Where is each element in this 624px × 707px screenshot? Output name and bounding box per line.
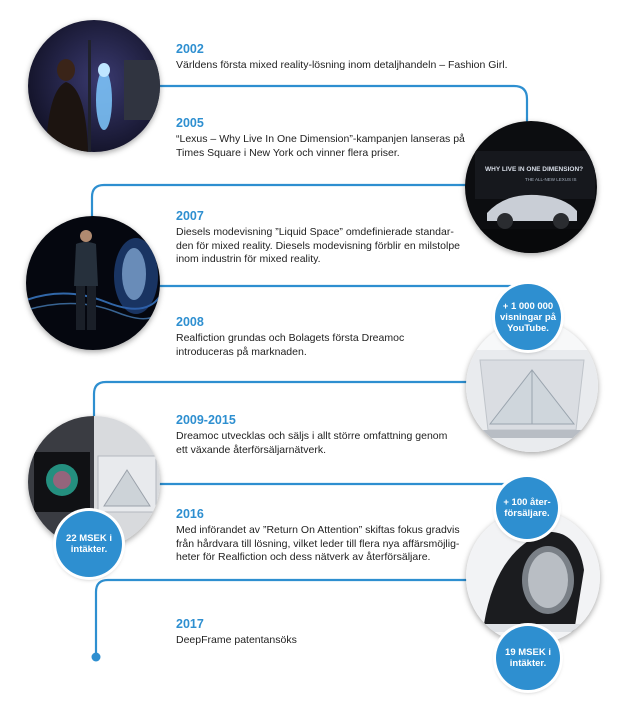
badge-text	[493, 497, 560, 519]
connector-2007-2008	[150, 286, 522, 298]
badge-line: intäkter.	[70, 544, 108, 555]
entry-text	[176, 59, 508, 73]
badge-resellers	[496, 477, 558, 539]
badge-line: visningar på	[500, 311, 556, 323]
badge-line: YouTube.	[507, 322, 549, 334]
timeline-entry-2016	[176, 507, 460, 565]
entry-line: den för mixed reality. Diesels modevisning förblir en milstolpe	[176, 239, 461, 252]
lexus-headline: WHY LIVE IN ONE DIMENSION?	[485, 166, 584, 173]
entry-line: DeepFrame patentansöks	[176, 634, 297, 646]
entry-line: Dreamoc utvecklas och säljs i allt större omfattning genom	[176, 430, 448, 442]
entry-text	[176, 133, 465, 160]
badge-text	[490, 301, 566, 334]
timeline-entry-2005	[176, 116, 465, 160]
entry-line: Times Square i New York och vinner flera priser.	[176, 146, 400, 159]
entry-line: heter för Realfiction och dess nätverk av återförsäljare.	[176, 551, 431, 563]
entry-text	[176, 430, 447, 457]
badge-text	[495, 647, 561, 669]
entry-line: Realfiction grundas och Bolagets första Dreamoc	[176, 332, 405, 344]
photo-lexus-times-square	[465, 121, 597, 253]
entry-line: Världens första mixed reality-lösning inom detaljhandeln – Fashion Girl.	[176, 59, 508, 71]
timeline-entry-2002	[176, 42, 508, 73]
year-2008: 2008	[176, 315, 204, 329]
entry-line: Diesels modevisning ”Liquid Space” omdefinierade standar-	[176, 226, 454, 238]
badge-line: intäkter.	[509, 658, 547, 669]
entry-text	[176, 524, 460, 565]
entry-text	[176, 634, 297, 648]
entry-text	[176, 332, 404, 359]
badge-text	[56, 533, 122, 555]
entry-line: från hårdvara till lösning, vilket leder till flera nya affärsmöjlig-	[176, 537, 460, 550]
timeline-entry-2009-2015	[176, 413, 447, 457]
badge-line: + 1 000 000	[502, 300, 554, 312]
year-2017: 2017	[176, 617, 204, 631]
timeline-entry-2008	[176, 315, 404, 359]
year-2007: 2007	[176, 209, 204, 223]
lexus-subline: THE ALL-NEW LEXUS IS	[525, 177, 577, 182]
timeline-entry-2017	[176, 617, 297, 648]
badge-line: försäljare.	[504, 508, 550, 519]
badge-revenue-22-msek	[56, 511, 122, 577]
entry-line: ett växande återförsäljarnätverk.	[176, 443, 326, 456]
badge-line: + 100 åter-	[503, 497, 551, 508]
timeline-entry-2007	[176, 209, 460, 267]
badge-line: 22 MSEK i	[66, 533, 112, 544]
badge-revenue-19-msek	[496, 626, 560, 690]
year-2005: 2005	[176, 116, 204, 130]
entry-line: inom industrin för mixed reality.	[176, 253, 321, 265]
year-2016: 2016	[176, 507, 204, 521]
photo-diesel-liquid-space	[26, 216, 160, 350]
badge-line: 19 MSEK i	[505, 647, 551, 658]
entry-line: Med införandet av ”Return On Attention” skiftas fokus gradvis	[176, 524, 460, 536]
entry-text	[176, 226, 460, 267]
badge-youtube-views	[495, 284, 561, 350]
timeline-end-dot	[92, 653, 101, 662]
entry-line: “Lexus – Why Live In One Dimension”-kampanjen lanseras på	[176, 133, 465, 145]
entry-line: introduceras på marknaden.	[176, 345, 307, 358]
year-2009-2015: 2009-2015	[176, 413, 236, 427]
connector-2009-2016	[158, 484, 522, 496]
photo-fashion-girl	[28, 20, 160, 152]
year-2002: 2002	[176, 42, 204, 56]
